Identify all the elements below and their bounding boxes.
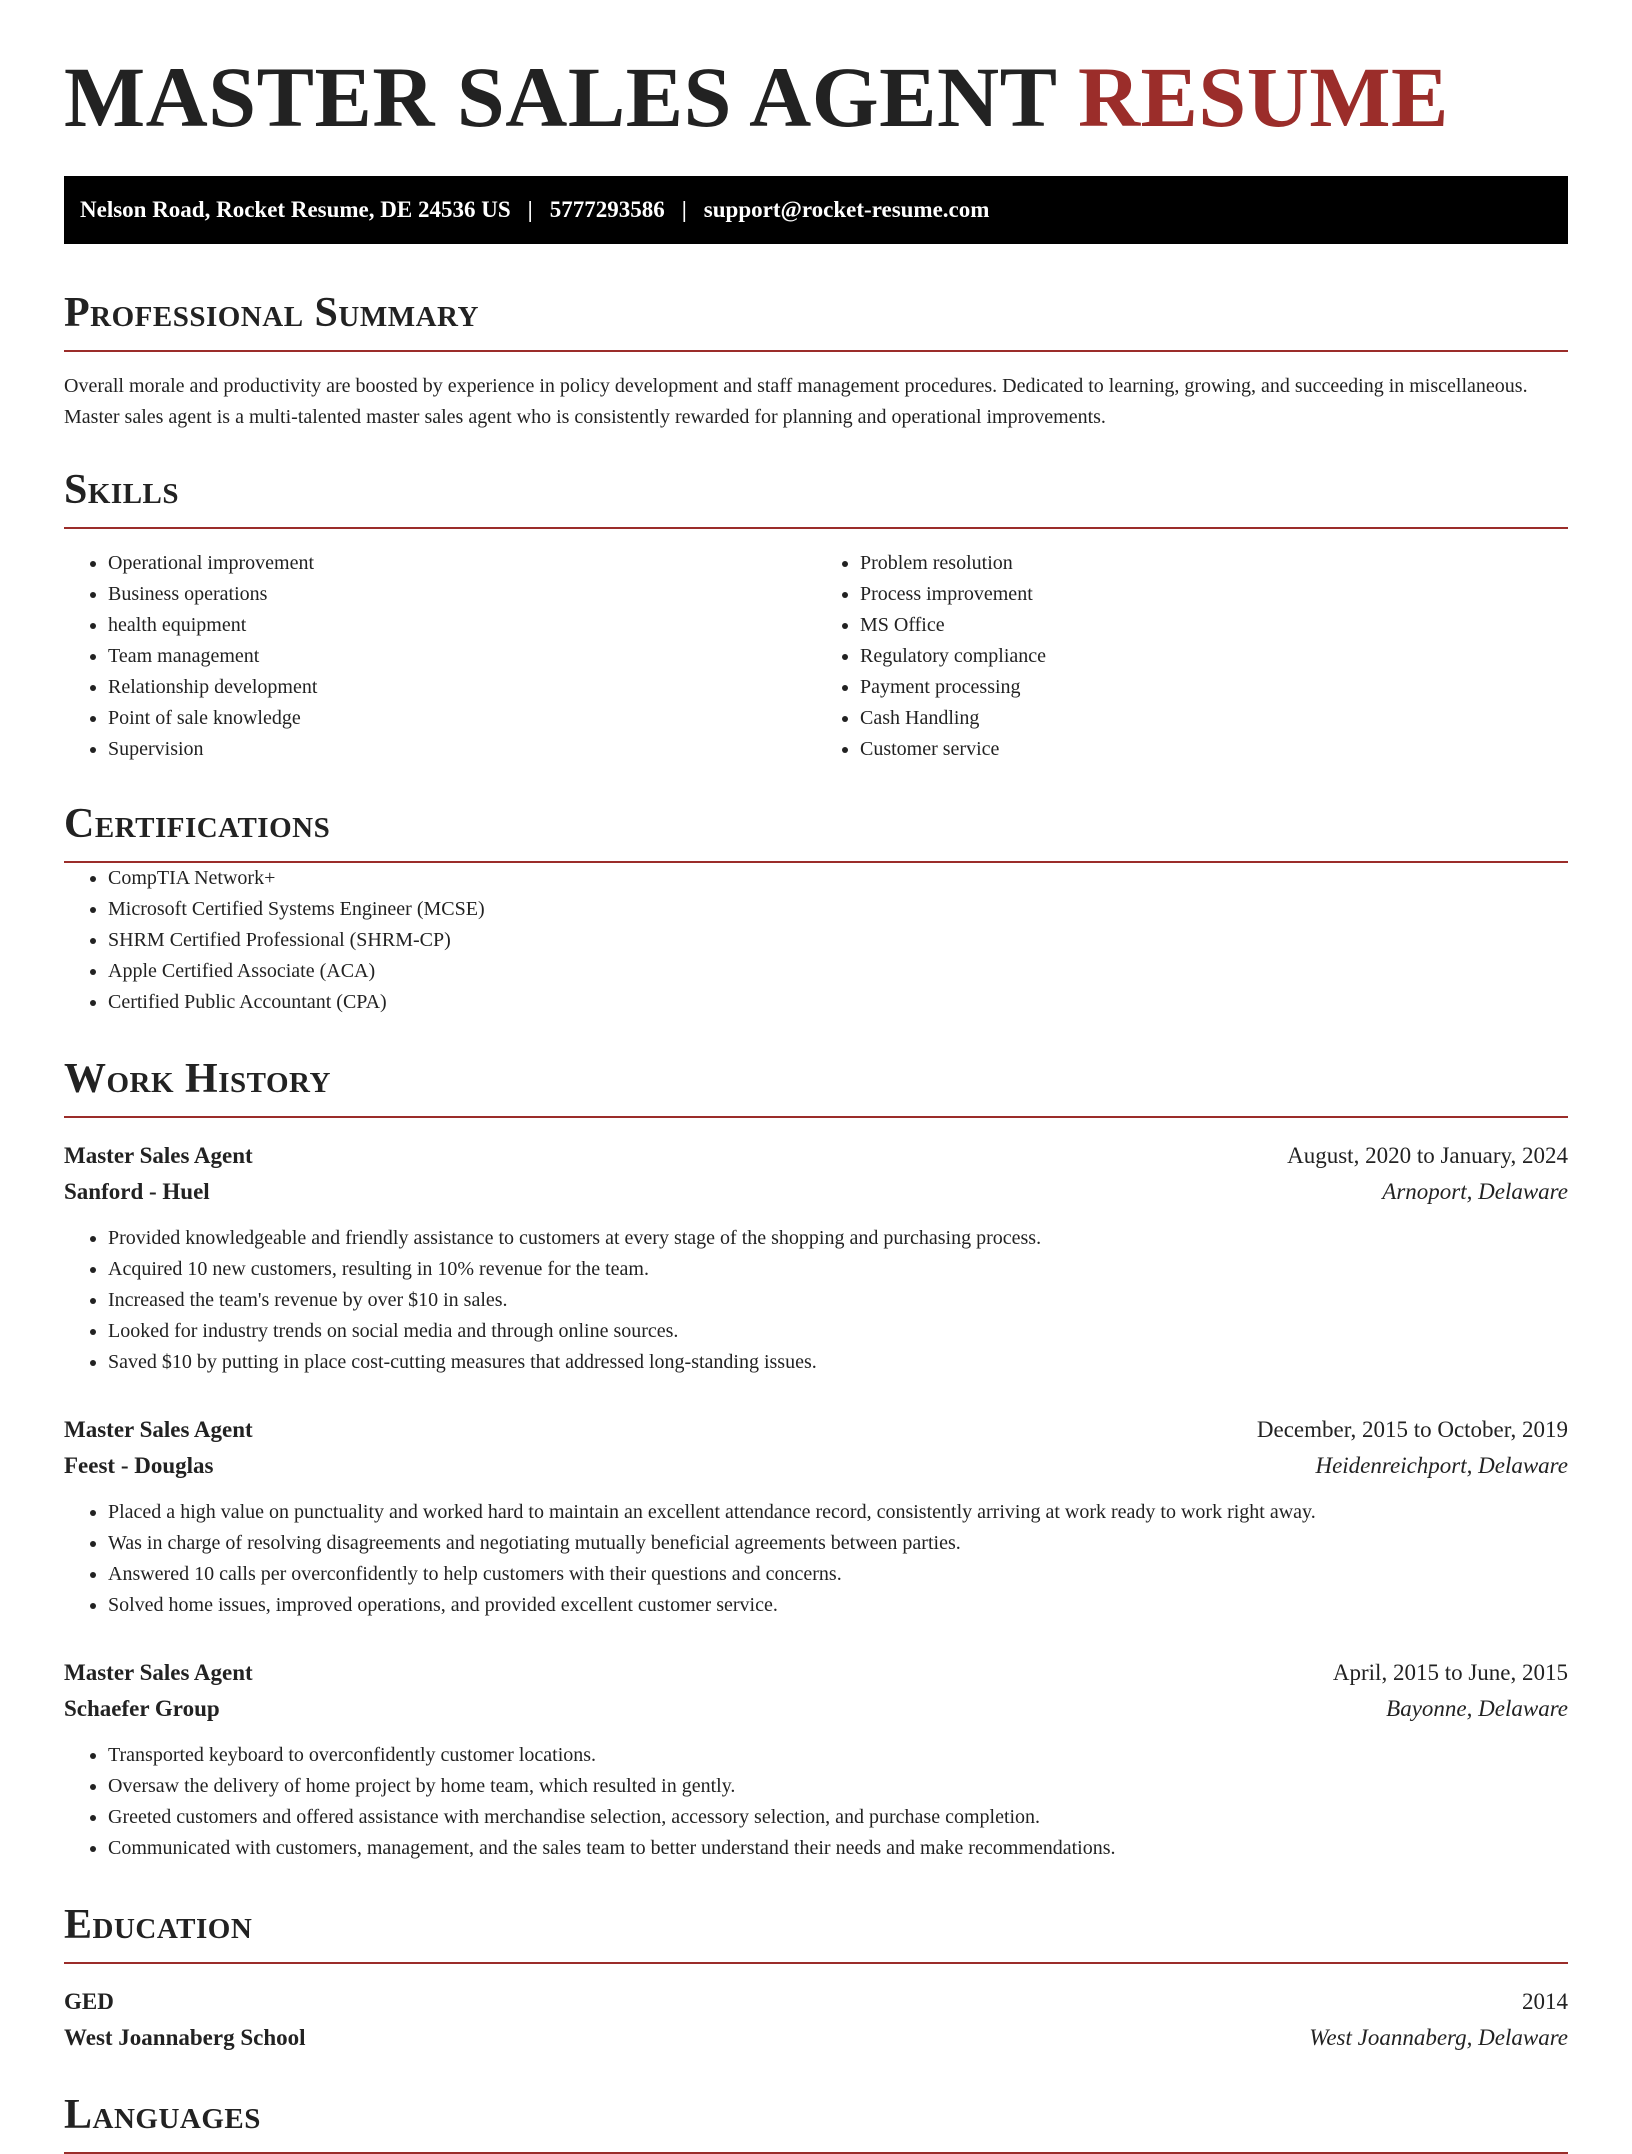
job-bullet: • Answered 10 calls per overconfidently to help customers with their questions and concerns. xyxy=(108,1559,1568,1590)
certification-item: • Certified Public Accountant (CPA) xyxy=(108,987,1568,1018)
skill-item: • Team management xyxy=(108,641,816,672)
education-year: 2014 xyxy=(1522,1989,1568,2014)
job-location: Heidenreichport, Delaware xyxy=(1315,1453,1568,1478)
summary-section xyxy=(64,292,1568,433)
skill-item: • Supervision xyxy=(108,734,816,765)
education-location: West Joannaberg, Delaware xyxy=(1309,2025,1568,2050)
languages-section xyxy=(64,2094,1568,2154)
job-company-row xyxy=(64,1174,1568,1210)
resume-title xyxy=(64,0,1568,145)
job-bullets xyxy=(64,1740,1568,1864)
skill-item: • Process improvement xyxy=(860,579,1568,610)
job-bullet: • Acquired 10 new customers, resulting in 10% revenue for the team. xyxy=(108,1254,1568,1285)
work-history-heading: Work History xyxy=(64,1058,1568,1118)
job-bullet: • Transported keyboard to overconfidently customer locations. xyxy=(108,1740,1568,1771)
skill-item: • Cash Handling xyxy=(860,703,1568,734)
languages-heading: Languages xyxy=(64,2094,1568,2154)
skills-list-right xyxy=(816,548,1568,765)
job-entry xyxy=(64,1655,1568,1864)
job-bullet: • Increased the team's revenue by over $10 in sales. xyxy=(108,1285,1568,1316)
job-bullet: • Oversaw the delivery of home project by home team, which resulted in gently. xyxy=(108,1771,1568,1802)
contact-separator: | xyxy=(527,197,533,222)
job-bullet: • Provided knowledgeable and friendly assistance to customers at every stage of the shopping and purchasing process. xyxy=(108,1223,1568,1254)
job-company-row xyxy=(64,1448,1568,1484)
job-entry xyxy=(64,1412,1568,1621)
skill-item: • Business operations xyxy=(108,579,816,610)
job-bullet: • Placed a high value on punctuality and worked hard to maintain an excellent attendance record, consistently arriving at work ready to work right away. xyxy=(108,1497,1568,1528)
skills-columns xyxy=(64,548,1568,765)
job-bullets xyxy=(64,1223,1568,1378)
skill-item: • Point of sale knowledge xyxy=(108,703,816,734)
certification-item: • Microsoft Certified Systems Engineer (MCSE) xyxy=(108,894,1568,925)
skill-item: • Operational improvement xyxy=(108,548,816,579)
skills-section xyxy=(64,469,1568,765)
skill-item: • Problem resolution xyxy=(860,548,1568,579)
contact-email: support@rocket-resume.com xyxy=(703,197,990,222)
job-company: Schaefer Group xyxy=(64,1696,220,1721)
job-bullet: • Communicated with customers, management, and the sales team to better understand their needs and make recommendations. xyxy=(108,1833,1568,1864)
education-entry xyxy=(64,1984,1568,2056)
job-dates: December, 2015 to October, 2019 xyxy=(1256,1417,1568,1442)
skill-item: • Payment processing xyxy=(860,672,1568,703)
skill-item: • Customer service xyxy=(860,734,1568,765)
certification-item: • SHRM Certified Professional (SHRM-CP) xyxy=(108,925,1568,956)
job-title: Master Sales Agent xyxy=(64,1417,253,1442)
contact-phone: 5777293586 xyxy=(549,197,665,222)
job-location: Arnoport, Delaware xyxy=(1382,1179,1568,1204)
job-bullets xyxy=(64,1497,1568,1621)
education-degree-row xyxy=(64,1984,1568,2020)
job-title-row xyxy=(64,1412,1568,1448)
skills-heading: Skills xyxy=(64,469,1568,529)
summary-heading: Professional Summary xyxy=(64,292,1568,352)
job-bullet: • Greeted customers and offered assistance with merchandise selection, accessory selection, and purchase completion. xyxy=(108,1802,1568,1833)
job-title: Master Sales Agent xyxy=(64,1660,253,1685)
contact-separator: | xyxy=(681,197,687,222)
education-school-row xyxy=(64,2020,1568,2056)
skill-item: • MS Office xyxy=(860,610,1568,641)
contact-bar xyxy=(64,176,1568,244)
certifications-heading: Certifications xyxy=(64,803,1568,863)
skill-item: • health equipment xyxy=(108,610,816,641)
summary-text: Overall morale and productivity are boosted by experience in policy development and staff management procedures. Dedicated to learning, growing, and succeeding in miscellaneous. Master sales agent is a multi-talented master sales agent who is consistently rewarded for planning and operational improvements. xyxy=(64,375,1528,428)
job-bullet: • Solved home issues, improved operations, and provided excellent customer service. xyxy=(108,1590,1568,1621)
job-bullet: • Saved $10 by putting in place cost-cutting measures that addressed long-standing issues. xyxy=(108,1347,1568,1378)
skill-item: • Relationship development xyxy=(108,672,816,703)
title-accent: RESUME xyxy=(1077,49,1449,145)
job-title-row xyxy=(64,1138,1568,1174)
certification-item: • CompTIA Network+ xyxy=(108,863,1568,894)
job-dates: August, 2020 to January, 2024 xyxy=(1287,1143,1568,1168)
job-company: Feest - Douglas xyxy=(64,1453,214,1478)
certification-item: • Apple Certified Associate (ACA) xyxy=(108,956,1568,987)
contact-address: Nelson Road, Rocket Resume, DE 24536 US xyxy=(80,197,511,222)
education-section xyxy=(64,1904,1568,2056)
skill-item: • Regulatory compliance xyxy=(860,641,1568,672)
education-school: West Joannaberg School xyxy=(64,2025,306,2050)
job-company: Sanford - Huel xyxy=(64,1179,210,1204)
job-title: Master Sales Agent xyxy=(64,1143,253,1168)
certifications-section xyxy=(64,803,1568,1018)
job-title-row xyxy=(64,1655,1568,1691)
work-history-section xyxy=(64,1058,1568,1864)
job-bullet: • Looked for industry trends on social media and through online sources. xyxy=(108,1316,1568,1347)
job-bullet: • Was in charge of resolving disagreements and negotiating mutually beneficial agreements between parties. xyxy=(108,1528,1568,1559)
job-company-row xyxy=(64,1691,1568,1727)
education-degree: GED xyxy=(64,1989,114,2014)
skills-list-left xyxy=(64,548,816,765)
title-main: MASTER SALES AGENT xyxy=(64,49,1056,145)
job-location: Bayonne, Delaware xyxy=(1386,1696,1568,1721)
certifications-list xyxy=(64,863,1568,1018)
job-entry xyxy=(64,1138,1568,1378)
education-heading: Education xyxy=(64,1904,1568,1964)
job-dates: April, 2015 to June, 2015 xyxy=(1332,1660,1568,1685)
